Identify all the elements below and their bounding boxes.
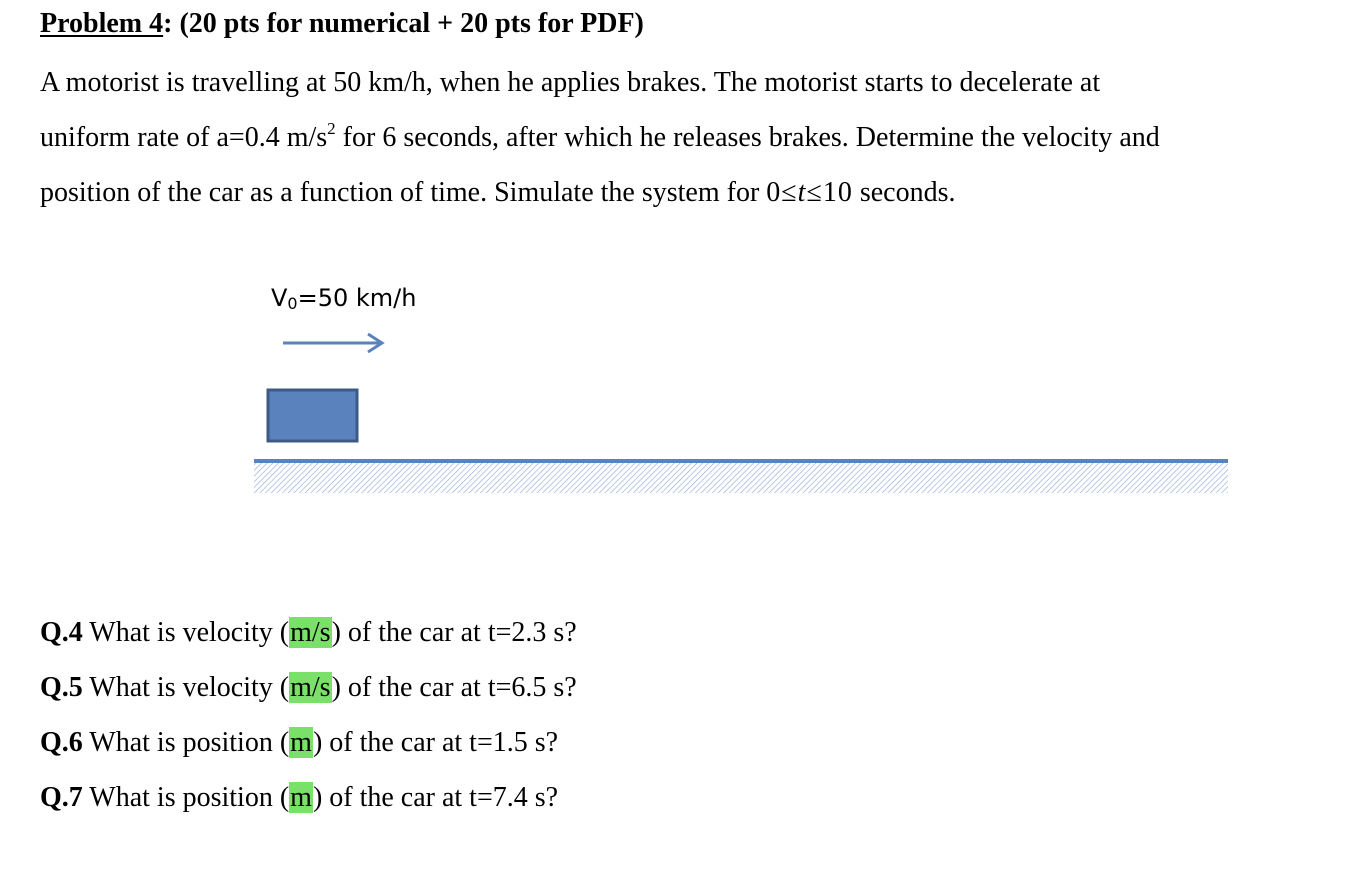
velocity-symbol: V <box>271 284 288 312</box>
question-4 <box>40 617 577 649</box>
math-upper-bound: 10 <box>822 177 853 208</box>
question-number: Q.5 <box>40 672 83 703</box>
velocity-value: =50 km/h <box>297 284 417 312</box>
question-5 <box>40 672 577 704</box>
problem-text-line-1: A motorist is travelling at 50 km/h, when he applies brakes. The motorist starts to decelerate at <box>40 67 1101 98</box>
question-text: ) of the car at t=2.3 s? <box>331 617 577 648</box>
math-le-symbol: ≤ <box>806 177 823 208</box>
problem-label: Problem 4 <box>40 8 164 39</box>
line3-post: seconds. <box>852 177 956 208</box>
question-text: What is position ( <box>82 782 290 813</box>
problem-points: : (20 pts for numerical + 20 pts for PDF) <box>163 8 644 39</box>
velocity-arrow <box>283 334 382 352</box>
question-7 <box>40 782 558 814</box>
question-6 <box>40 727 558 759</box>
highlighted-unit: m/s <box>290 617 331 648</box>
question-text: ) of the car at t=6.5 s? <box>331 672 577 703</box>
question-text: What is velocity ( <box>82 672 290 703</box>
question-text: What is position ( <box>82 727 290 758</box>
question-number: Q.7 <box>40 782 83 813</box>
ground-hatch <box>254 462 1228 493</box>
highlighted-unit: m <box>290 727 312 758</box>
line3-pre: position of the car as a function of time. Simulate the system for <box>40 177 767 208</box>
line2-pre: uniform rate of a=0.4 m/s <box>40 122 328 153</box>
question-number: Q.4 <box>40 617 83 648</box>
question-text: ) of the car at t=7.4 s? <box>312 782 559 813</box>
question-text: What is velocity ( <box>82 617 290 648</box>
squared-superscript: 2 <box>327 118 336 138</box>
highlighted-unit: m/s <box>290 672 331 703</box>
car-block <box>268 390 357 441</box>
question-text: ) of the car at t=1.5 s? <box>312 727 559 758</box>
math-variable: t <box>797 177 807 208</box>
math-lower-bound: 0 <box>766 177 782 208</box>
math-le-symbol: ≤ <box>781 177 798 208</box>
highlighted-unit: m <box>290 782 312 813</box>
line2-post: for 6 seconds, after which he releases brakes. Determine the velocity and <box>335 122 1160 153</box>
question-number: Q.6 <box>40 727 83 758</box>
velocity-subscript: 0 <box>287 294 298 313</box>
